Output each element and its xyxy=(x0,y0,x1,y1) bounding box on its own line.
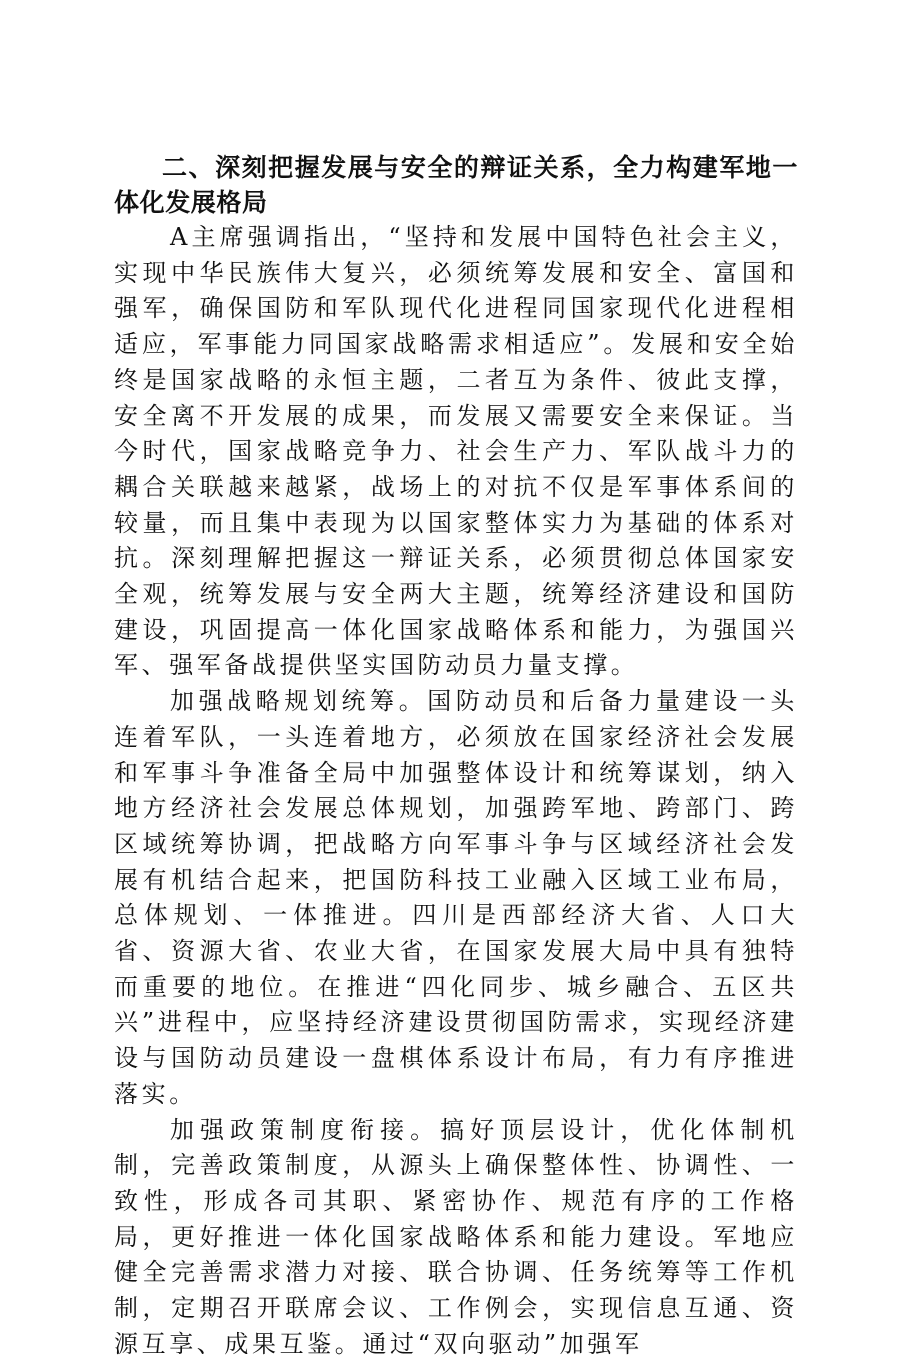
paragraph-3: 加强政策制度衔接。搞好顶层设计，优化体制机制，完善政策制度，从源头上确保整体性、协调性、一致性，形成各司其职、紧密协作、规范有序的工作格局，更好推进一体化国家战略体系和能力建设。军地应健全完善需求潜力对接、联合协调、任务统筹等工作机制，定期召开联席会议、工作例会，实现信息互通、资源互享、成果互鉴。通过“双向驱动”加强军 xyxy=(114,1115,798,1358)
section-heading: 二、深刻把握发展与安全的辩证关系，全力构建军地一体化发展格局 xyxy=(114,153,798,217)
paragraph-1: A主席强调指出，“坚持和发展中国特色社会主义，实现中华民族伟大复兴，必须统筹发展和安全、富国和强军，确保国防和军队现代化进程同国家现代化进程相适应，军事能力同国家战略需求相适应”。发展和安全始终是国家战略的永恒主题，二者互为条件、彼此支撑，安全离不开发展的成果，而发展又需要安全来保证。当今时代，国家战略竞争力、社会生产力、军队战斗力的耦合关联越来越紧，战场上的对抗不仅是军事体系间的较量，而且集中表现为以国家整体实力为基础的体系对抗。深刻理解把握这一辩证关系，必须贯彻总体国家安全观，统筹发展与安全两大主题，统筹经济建设和国防建设，巩固提高一体化国家战略体系和能力，为强国兴军、强军备战提供坚实国防动员力量支撑。 xyxy=(114,223,798,680)
paragraph-2: 加强战略规划统筹。国防动员和后备力量建设一头连着军队，一头连着地方，必须放在国家经济社会发展和军事斗争准备全局中加强整体设计和统筹谋划，纳入地方经济社会发展总体规划，加强跨军地、跨部门、跨区域统筹协调，把战略方向军事斗争与区域经济社会发展有机结合起来，把国防科技工业融入区域工业布局，总体规划、一体推进。四川是西部经济大省、人口大省、资源大省、农业大省，在国家发展大局中具有独特而重要的地位。在推进“四化同步、城乡融合、五区共兴”进程中，应坚持经济建设贯彻国防需求，实现经济建设与国防动员建设一盘棋体系设计布局，有力有序推进落实。 xyxy=(114,687,798,1108)
document-page xyxy=(114,150,798,1363)
